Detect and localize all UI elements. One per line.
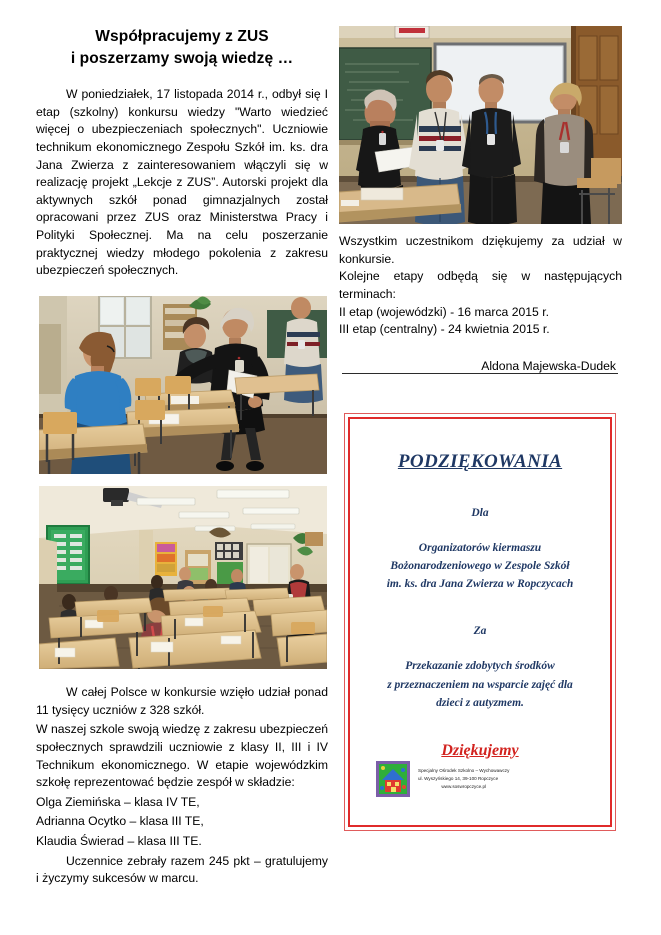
logo-line-2: ul. Wyszyńskiego 14, 39-100 Ropczyce xyxy=(418,776,499,782)
stage-3-date: III etap (centralny) - 24 kwietnia 2015 r. xyxy=(339,322,550,337)
stages-intro: Kolejne etapy odbędą się w następujących terminach: xyxy=(339,269,622,301)
article-right-column xyxy=(339,233,622,373)
certificate-for-label: Dla xyxy=(471,507,489,519)
reason-line-1: Przekazanie zdobytych środków xyxy=(405,660,555,673)
headline-line-1: Współpracujemy z ZUS xyxy=(95,28,269,45)
photo-award-group-image xyxy=(339,26,622,224)
school-house-logo-icon xyxy=(376,761,410,797)
certificate-reason-label: Za xyxy=(473,625,487,638)
student-name-3: Klaudia Świerad – klasa III TE. xyxy=(36,834,202,848)
reason-line-3: dzieci z autyzmem. xyxy=(436,696,524,709)
logo-line-3: www.soswropczyce.pl xyxy=(441,783,487,789)
article-paragraph-4: Uczennice zebrały razem 245 pkt – gratulujemy i życzymy sukcesów w marcu. xyxy=(36,853,328,886)
photo-exam-room-wide-image xyxy=(39,486,327,669)
certificate-logo-block xyxy=(376,761,509,797)
certificate-reason xyxy=(350,657,610,711)
stage-2-date: II etap (wojewódzki) - 16 marca 2015 r. xyxy=(339,304,549,319)
certificate-title: PODZIĘKOWANIA xyxy=(397,451,563,472)
article-left-column-bottom xyxy=(36,684,328,890)
recipient-line-1: Organizatorów kiermaszu xyxy=(418,542,542,554)
article-paragraph-2: W całej Polsce w konkursie wzięło udział ponad 11 tysięcy uczniów z 328 szkół. xyxy=(36,685,328,717)
photo-award-group xyxy=(339,26,622,224)
article-paragraph-3: W naszej szkole swoją wiedzę z zakresu ubezpieczeń społecznych sprawdzili uczniowie z klasy II, III i IV Technikum ekonomicznego. W etapie wojewódzkim szkołę reprezentować będzie zespół w składzie: xyxy=(36,722,328,790)
logo-line-1: Specjalny Ośrodek Szkolno – Wychowawczy xyxy=(418,768,510,774)
recipient-line-2: Bożonarodzeniowego w Zespole Szkół xyxy=(390,560,570,573)
photo-exam-distribution-image xyxy=(39,296,327,474)
page-title xyxy=(36,26,328,70)
recipient-line-3: im. ks. dra Jana Zwierza w Ropczycach xyxy=(386,578,574,591)
reason-line-2: z przeznaczeniem na wsparcie zajęć dla xyxy=(387,678,573,691)
photo-exam-room-wide xyxy=(39,486,327,669)
certificate-thanks: Dziękujemy xyxy=(441,741,519,759)
certificate-inner-border xyxy=(348,417,612,827)
thank-you-certificate xyxy=(344,413,616,831)
signature-divider xyxy=(342,373,618,374)
certificate-recipient xyxy=(350,539,610,593)
article-left-column xyxy=(36,26,328,282)
student-name-2: Adrianna Ocytko – klasa III TE, xyxy=(36,814,204,829)
student-name-1: Olga Ziemińska – klasa IV TE, xyxy=(36,794,200,809)
author-signature: Aldona Majewska-Dudek xyxy=(481,358,616,373)
school-logo-text xyxy=(418,767,509,790)
photo-exam-distribution xyxy=(39,296,327,474)
thanks-paragraph: Wszystkim uczestnikom dziękujemy za udział w konkursie. xyxy=(339,234,622,266)
headline-line-2: i poszerzamy swoją wiedzę … xyxy=(70,50,294,67)
article-paragraph-1: W poniedziałek, 17 listopada 2014 r., odbył się I etap (szkolny) konkursu wiedzy "Warto wiedzieć więcej o ubezpieczeniach społecznych". Uczniowie technikum ekonomicznego Zespołu Szkół im. ks. dra Jana Zwierza z zainteresowaniem włączyli się w realizację projekt „Lekcje z ZUS”. Autorski projekt dla aktywnych szkół ponad gimnazjalnych został opracowani przez ZUS oraz Ministerstwa Pracy i Polityki Społecznej. Ma na celu poszerzanie praktycznej wiedzy młodego pokolenia z zakresu ubezpieczeń społecznych. xyxy=(36,87,328,278)
